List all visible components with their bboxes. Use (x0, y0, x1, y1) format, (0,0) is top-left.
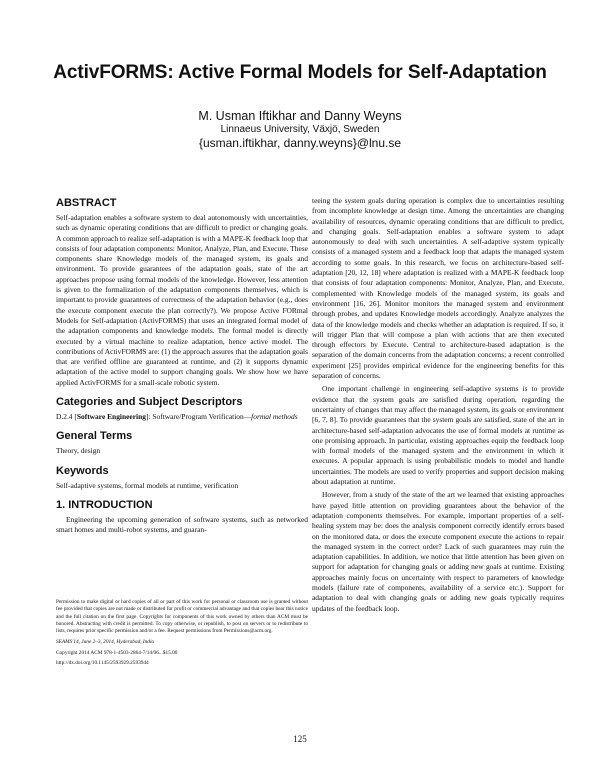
right-column (312, 196, 564, 614)
author-email: {usman.iftikhar, danny.weyns}@lnu.se (198, 136, 402, 150)
paper-title: ActivFORMS: Active Formal Models for Self-Adaptation (53, 62, 547, 83)
keywords-heading: Keywords (56, 464, 109, 477)
abstract-heading: ABSTRACT (56, 197, 117, 209)
abstract-text: Self-adaptation enables a software system to deal autonomously with uncertainties, such as dynamic operating conditions that are difficult to predict or changing goals. A common approach to realize self-adaptation is with a MAPE-K feedback loop that consists of four adaptation components: Monitor, Analyze, Plan, and Execute. These components share Knowledge models of the managed system, its goals and environment. To provide guarantees of the adaptation goals, state of the art approaches propose using formal models of the knowledge. However, less attention is given to the formalization of the adaptation components themselves, which is important to provide guarantees of correctness of the adaptation behavior (e.g., does the execute component execute the plan correctly?). We propose Active FORmal Models for Self-adaptation (ActivFORMS) that uses an integrated formal model of the adaptation components and knowledge models. The formal model is directly executed by a virtual machine to realize adaptation, hence active model. The contributions of ActivFORMS are: (1) the approach assures that the adaptation goals that are verified offline are guaranteed at runtime, and (2) it supports dynamic adaptation of the active model to support changing goals. We show how we have applied ActivFORMS for a small-scale robotic system. (56, 213, 308, 387)
doi-line: http://dx.doi.org/10.1145/2593929.2593944 (56, 660, 149, 667)
intro-paragraph-continued: teeing the system goals during operation is complex due to uncertainties resulting from incomplete knowledge at design time. Among the uncertainties are changing availability of resources, dynamic operating conditions that are difficult to predict, and changing goals. Self-adaptation enables a software system to adapt autonomously to deal with such uncertainties. A self-adaptive system typically consists of a managed system and a feedback loop that adapts the managed system according to some goals. In this research, we focus on architecture-based self-adaptation [20, 12, 18] where adaptation is realized with a MAPE-K feedback loop that consists of four adaptation components: Monitor, Analyze, Plan, and Execute, complemented with Knowledge models of the managed system, its goals and environment [16, 26]. Monitor monitors the managed system and environment through probes, and updates Knowledge models accordingly. Analyze analyzes the data of the knowledge models and checks whether an adaptation is required. If so, it will trigger Plan that will compose a plan with actions that are then executed through effectors by Execute. Central to architecture-based adaptation is the separation of the domain concerns from the adaptation concerns; a recent controlled experiment [25] provides empirical evidence for the engineering benefits for this separation of concerns. (312, 196, 564, 381)
page-number: 125 (293, 734, 307, 744)
author-names: M. Usman Iftikhar and Danny Weyns (198, 109, 402, 123)
categories-code: D.2.4 [ (56, 412, 77, 422)
author-block (0, 109, 600, 150)
keywords-text: Self-adaptive systems, formal models at runtime, verification (56, 480, 239, 490)
venue-line (56, 639, 308, 646)
intro-paragraph-2: One important challenge in engineering self-adaptive systems is to provide evidence that the system goals are satisfied during operation, regarding the uncertainty of changes that may affect the managed system, its goals or environment [6, 7, 8]. To provide guarantees that the system goals are satisfied, state of the art in architecture-based self-adaptation advocates the use of formal models at runtime as one promising approach. In particular, existing approaches equip the feedback loop with formal models of the managed system and the environment in which it executes. A popular approach is using probabilistic models to model and handle uncertainties. The models are used to verify properties and support decision making about adaptation at runtime. (312, 384, 564, 487)
author-affiliation: Linnaeus University, Växjö, Sweden (220, 124, 380, 135)
general-terms-heading: General Terms (56, 430, 133, 443)
categories-bold: Software Engineering (76, 412, 146, 422)
copyright-line: Copyright 2014 ACM 978-1-4503-2864-7/14/06...$15.00 (56, 649, 178, 656)
footnote-block (56, 599, 308, 667)
categories-text (56, 412, 308, 422)
left-column (56, 197, 308, 536)
general-terms-text: Theory, design (56, 446, 101, 456)
introduction-heading: 1. INTRODUCTION (56, 498, 153, 511)
intro-paragraph-start: Engineering the upcoming generation of software systems, such as networked smart homes and multi-robot systems, and guaran- (56, 514, 308, 535)
permission-notice: Permission to make digital or hard copies of all or part of this work for personal or classroom use is granted without fee provided that copies are not made or distributed for profit or commercial advantage and that copies bear this notice and the full citation on the first page. Copyrights for components of this work owned by others than ACM must be honored. Abstracting with credit is permitted. To copy otherwise, or republish, to post on servers or to redistribute to lists, requires prior specific permission and/or a fee. Request permissions from Permissions@acm.org. (56, 599, 308, 635)
categories-italic: formal methods (251, 412, 298, 422)
categories-heading: Categories and Subject Descriptors (56, 396, 243, 409)
venue-text: SEAMS'14, June 2–3, 2014, Hyderabad, India (56, 639, 155, 646)
intro-paragraph-3: However, from a study of the state of the art we learned that existing approaches have payed little attention on providing guarantees about the behavior of the adaptation components themselves. For example, important properties of a self-healing system may be: does the analysis component correctly identify errors based on the monitored data, or does the execute component execute the actions to repair the managed system in the correct order? Lack of such guarantees may ruin the adaptation capabilities. In addition, we notice that little attention has been given on support for adaptation for changing goals or adding new goals at runtime. Existing approaches mainly focus on uncertainty with respect to parameters of knowledge models (failure rate of components, availability of a service etc.). Support for adaptation to deal with changing goals or adding new goals typically requires updates of the feedback loop. (312, 490, 564, 613)
categories-rest: ]: Software/Program Verification— (145, 412, 252, 422)
